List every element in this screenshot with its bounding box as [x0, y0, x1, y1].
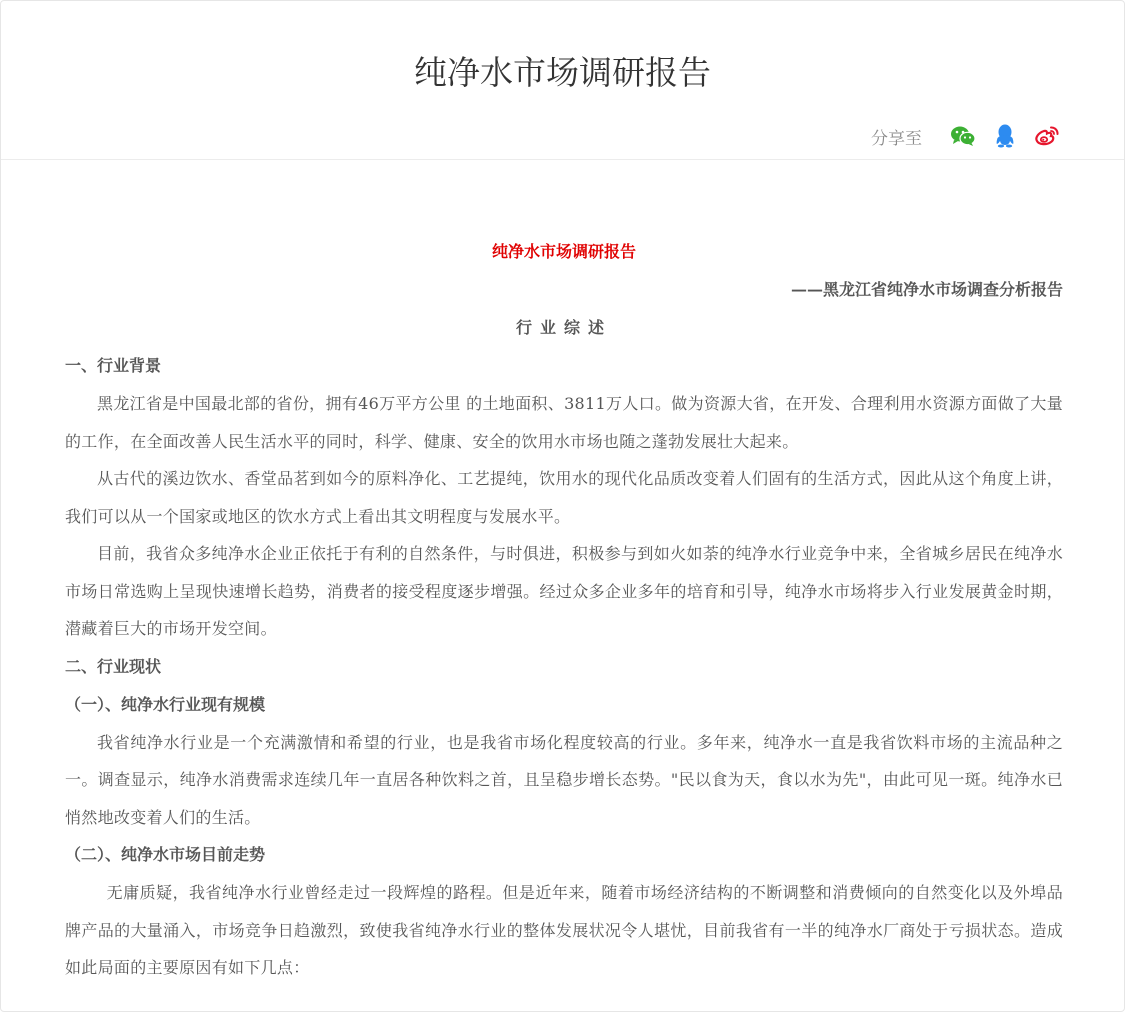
page-title: 纯净水市场调研报告 [414, 53, 711, 92]
paragraph: 我省纯净水行业是一个充满激情和希望的行业，也是我省市场化程度较高的行业。多年来，纯净水一直是我省饮料市场的主流品种之一。调查显示，纯净水消费需求连续几年一直居各种饮料之首，且呈稳步增长态势。"民以食为天，食以水为先"，由此可见一斑。纯净水已悄然地改变着人们的生活。 [65, 732, 1063, 827]
paragraph: 目前，我省众多纯净水企业正依托于有利的自然条件，与时俱进，积极参与到如火如荼的纯净水行业竞争中来，全省城乡居民在纯净水市场日常选购上呈现快速增长趋势，消费者的接受程度逐步增强。经过众多企业多年的培育和引导，纯净水市场将步入行业发展黄金时期，潜藏着巨大的市场开发空间。 [65, 544, 1063, 638]
overview-heading: 行业综述 [515, 318, 612, 337]
subsection-heading: （一）、纯净水行业现有规模 [65, 694, 266, 714]
article-title: 纯净水市场调研报告 [491, 242, 636, 261]
article-subtitle: ——黑龙江省纯净水市场调查分析报告 [790, 280, 1063, 299]
wechat-icon[interactable] [948, 121, 978, 151]
section-heading: 二、行业现状 [65, 656, 162, 676]
paragraph: 从古代的溪边饮水、香堂品茗到如今的原料净化、工艺提纯，饮用水的现代化品质改变着人们固有的生活方式，因此从这个角度上讲，我们可以从一个国家或地区的饮水方式上看出其文明程度与发展水平。 [65, 469, 1063, 526]
paragraph: 无庸质疑，我省纯净水行业曾经走过一段辉煌的路程。但是近年来，随着市场经济结构的不断调整和消费倾向的自然变化以及外埠品牌产品的大量涌入，市场竞争日趋激烈，致使我省纯净水行业的整体发展状况令人堪忧，目前我省有一半的纯净水厂商处于亏损状态。造成如此局面的主要原因有如下几点： [65, 883, 1063, 977]
section-heading: 一、行业背景 [65, 356, 162, 375]
share-bar [871, 119, 1062, 153]
share-label: 分享至 [871, 128, 922, 149]
article-body [65, 233, 1063, 987]
subsection-heading: （二）、纯净水市场目前走势 [65, 845, 266, 864]
weibo-icon[interactable] [1032, 121, 1062, 151]
document-header [1, 1, 1124, 160]
qq-icon[interactable] [990, 121, 1020, 151]
paragraph: 黑龙江省是中国最北部的省份，拥有46万平方公里 的土地面积、3811万人口。做为资源大省，在开发、合理利用水资源方面做了大量的工作，在全面改善人民生活水平的同时，科学、健康、安全的饮用水市场也随之蓬勃发展壮大起来。 [65, 394, 1063, 451]
